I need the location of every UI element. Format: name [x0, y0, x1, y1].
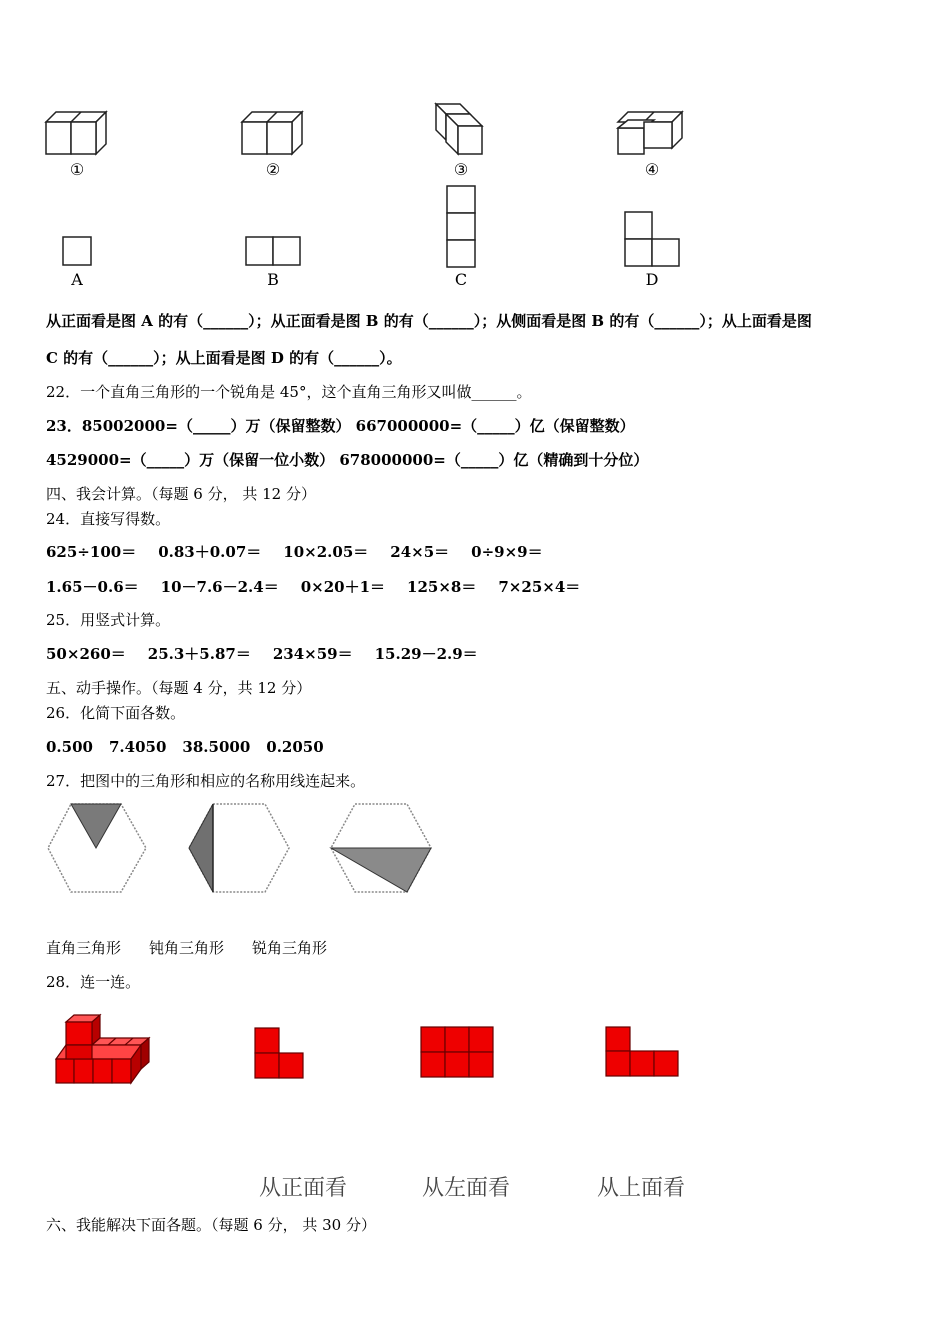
solid-label-3: ③	[453, 160, 469, 179]
triangle-name-obtuse: 钝角三角形	[149, 939, 225, 957]
solid-3	[434, 100, 494, 160]
q25-item: 15.29－2.9＝	[374, 645, 478, 663]
view-c	[446, 185, 486, 275]
q25-item: 234×59＝	[272, 645, 353, 663]
q24-item: 7×25×4＝	[498, 578, 581, 596]
solid-label-4: ④	[644, 160, 660, 179]
q26-row	[46, 737, 346, 757]
solid-label-1: ①	[69, 160, 85, 179]
view-label-front: 从正面看	[259, 1176, 348, 1201]
view-label-left: 从左面看	[422, 1176, 511, 1201]
hexagon-2	[187, 801, 297, 897]
view-label-b: B	[267, 270, 279, 289]
view-label-c: C	[454, 270, 468, 289]
q25-item: 25.3＋5.87＝	[147, 645, 251, 663]
solid-label-2: ②	[265, 160, 281, 179]
q26-item: 0.500	[46, 738, 93, 756]
q23-line-2: 4529000=（_____）万（保留一位小数） 678000000=（_____）亿（精确到十分位）	[46, 451, 649, 469]
section-4-heading: 四、我会计算。（每题 6 分， 共 12 分）	[46, 485, 316, 503]
view-label-d: D	[645, 270, 659, 289]
solid-4	[616, 108, 691, 168]
red-view-front	[254, 1027, 309, 1082]
q26-item: 7.4050	[108, 738, 167, 756]
q26-title: 26．化简下面各数。	[46, 704, 186, 722]
q24-item: 0÷9×9＝	[471, 543, 543, 561]
q24-item: 0.83＋0.07＝	[158, 543, 262, 561]
q27-title: 27．把图中的三角形和相应的名称用线连起来。	[46, 772, 366, 790]
section-6-heading: 六、我能解决下面各题。（每题 6 分， 共 30 分）	[46, 1216, 376, 1234]
q23-line-1: 23．85002000=（_____）万（保留整数） 667000000=（_____）亿（保留整数）	[46, 417, 635, 435]
q24-item: 0×20＋1＝	[300, 578, 386, 596]
q24-item: 24×5＝	[390, 543, 450, 561]
red-view-left	[420, 1026, 500, 1081]
triangle-name-right: 直角三角形	[46, 939, 122, 957]
solid-1	[44, 108, 114, 168]
q21-line-1: 从正面看是图 A 的有（______）；从正面看是图 B 的有（______）；从侧面看是图 B 的有（______）；从上面看是图	[46, 312, 812, 330]
red-view-top	[605, 1026, 685, 1081]
q28-title: 28．连一连。	[46, 973, 141, 991]
q24-item: 125×8＝	[407, 578, 477, 596]
q22-text: 22．一个直角三角形的一个锐角是 45°，这个直角三角形又叫做______。	[46, 383, 532, 401]
q24-item: 10－7.6－2.4＝	[160, 578, 279, 596]
hexagon-3	[329, 801, 439, 897]
q21-line-2: C 的有（______）；从上面看是图 D 的有（______）。	[46, 349, 402, 367]
view-label-a: A	[71, 270, 83, 289]
q24-title: 24．直接写得数。	[46, 510, 171, 528]
q26-item: 38.5000	[182, 738, 251, 756]
q24-item: 10×2.05＝	[283, 543, 369, 561]
q26-item: 0.2050	[266, 738, 324, 756]
q24-row-2	[46, 577, 602, 597]
q24-item: 1.65－0.6＝	[46, 578, 139, 596]
q25-row	[46, 644, 500, 664]
red-block-solid	[54, 1014, 154, 1089]
section-5-heading: 五、动手操作。（每题 4 分，共 12 分）	[46, 679, 312, 697]
q25-item: 50×260＝	[46, 645, 126, 663]
view-label-top: 从上面看	[597, 1176, 686, 1201]
q27-names	[46, 938, 327, 958]
q25-title: 25．用竖式计算。	[46, 611, 171, 629]
solid-2	[240, 108, 310, 168]
q24-item: 625÷100＝	[46, 543, 137, 561]
triangle-name-acute: 锐角三角形	[252, 939, 328, 957]
q24-row-1	[46, 542, 565, 562]
hexagon-1	[46, 801, 156, 897]
